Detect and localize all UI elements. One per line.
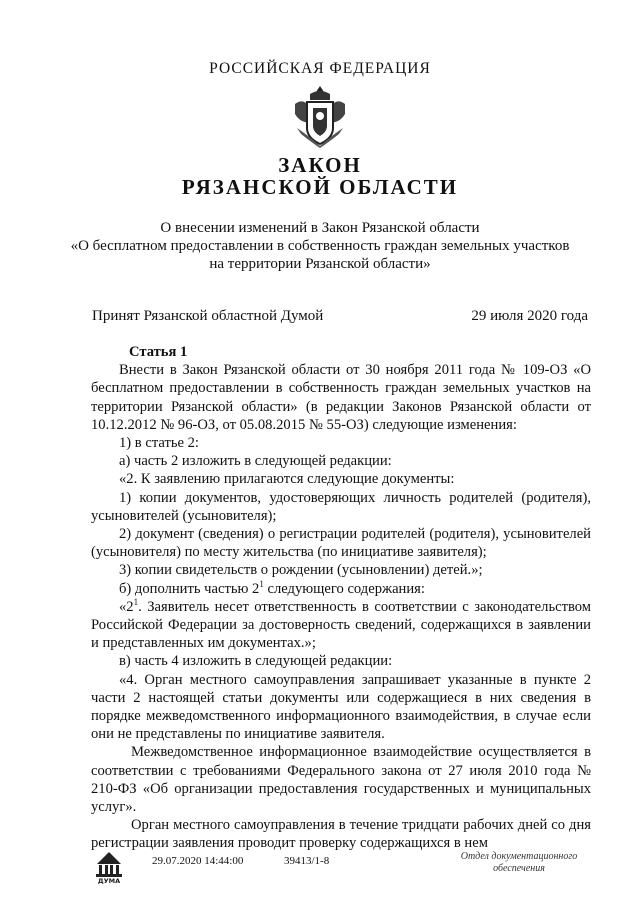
article-title: Статья 1 xyxy=(129,344,188,360)
subtitle-line: О внесении изменений в Закон Рязанской области xyxy=(160,220,480,236)
adoption-date: 29 июля 2020 года xyxy=(471,308,588,324)
superscript: 1 xyxy=(133,596,139,607)
department-stamp xyxy=(444,851,594,875)
paragraph: а) часть 2 изложить в следующей редакции: xyxy=(119,453,392,470)
duma-logo-icon xyxy=(94,850,124,884)
law-region: РЯЗАНСКОЙ ОБЛАСТИ xyxy=(181,175,459,199)
country-header: РОССИЙСКАЯ ФЕДЕРАЦИЯ xyxy=(209,60,431,77)
paragraph xyxy=(91,598,591,653)
paragraph-text: следующего содержания: xyxy=(263,580,425,597)
stamp-line: Отдел документационного xyxy=(460,851,578,862)
duma-logo-label: ДУМА xyxy=(97,877,121,884)
paragraph: 1) в статье 2: xyxy=(119,435,199,452)
law-title: ЗАКОН xyxy=(278,153,362,177)
footer-doc-number: 39413/1-8 xyxy=(284,855,330,867)
paragraph-text: б) дополнить частью 2 xyxy=(119,580,260,597)
footer-timestamp: 29.07.2020 14:44:00 xyxy=(152,855,244,867)
law-body xyxy=(91,343,591,853)
subtitle-line: на территории Рязанской области» xyxy=(209,256,431,272)
law-subtitle xyxy=(0,219,640,273)
paragraph: 1) копии документов, удостоверяющих личность родителей (родителя), усыновителей (усыновителя); xyxy=(91,489,591,524)
paragraph: 2) документ (сведения) о регистрации родителей (родителя), усыновителей (усыновителя) по месту жительства (по инициативе заявителя); xyxy=(91,526,591,561)
paragraph: Внести в Закон Рязанской области от 30 ноября 2011 года № 109-ОЗ «О бесплатном предоставлении в собственность граждан земельных участков на территории Рязанской области» (в редакции Законов Рязанской области от 10.12.2012 № 96-ОЗ, от 05.08.2015 № 55-ОЗ) следующие изменения: xyxy=(91,362,591,433)
paragraph-text: «2 xyxy=(119,598,134,615)
paragraph xyxy=(91,580,591,598)
stamp-line: обеспечения xyxy=(493,863,545,874)
paragraph: Орган местного самоуправления в течение тридцати рабочих дней со дня регистрации заявления проводит проверку содержащихся в нем xyxy=(91,817,591,852)
superscript: 1 xyxy=(259,578,264,589)
paragraph: Межведомственное информационное взаимодействие осуществляется в соответствии с требованиями Федерального закона от 27 июля 2010 года № 210-ФЗ «Об организации предоставления государственных и муниципальных услуг». xyxy=(91,744,591,816)
paragraph: «2. К заявлению прилагаются следующие документы: xyxy=(119,471,455,488)
subtitle-line: «О бесплатном предоставлении в собственность граждан земельных участков xyxy=(70,238,570,254)
paragraph: в) часть 4 изложить в следующей редакции: xyxy=(119,653,393,670)
coat-of-arms-icon xyxy=(289,84,351,150)
adopted-by: Принят Рязанской областной Думой xyxy=(92,308,324,324)
paragraph: 3) копии свидетельств о рождении (усыновлении) детей.»; xyxy=(119,562,483,579)
paragraph-text: . Заявитель несет ответственность в соответствии с законодательством Российской Федерации за достоверность сведений, содержащихся в заявлении и представленных им документах.»; xyxy=(91,598,591,652)
paragraph: «4. Орган местного самоуправления запрашивает указанные в пункте 2 части 2 настоящей статьи документы или содержащиеся в них сведения в порядке межведомственного информационного взаимодействия, в случае если они не представлены по инициативе заявителя. xyxy=(91,671,591,743)
